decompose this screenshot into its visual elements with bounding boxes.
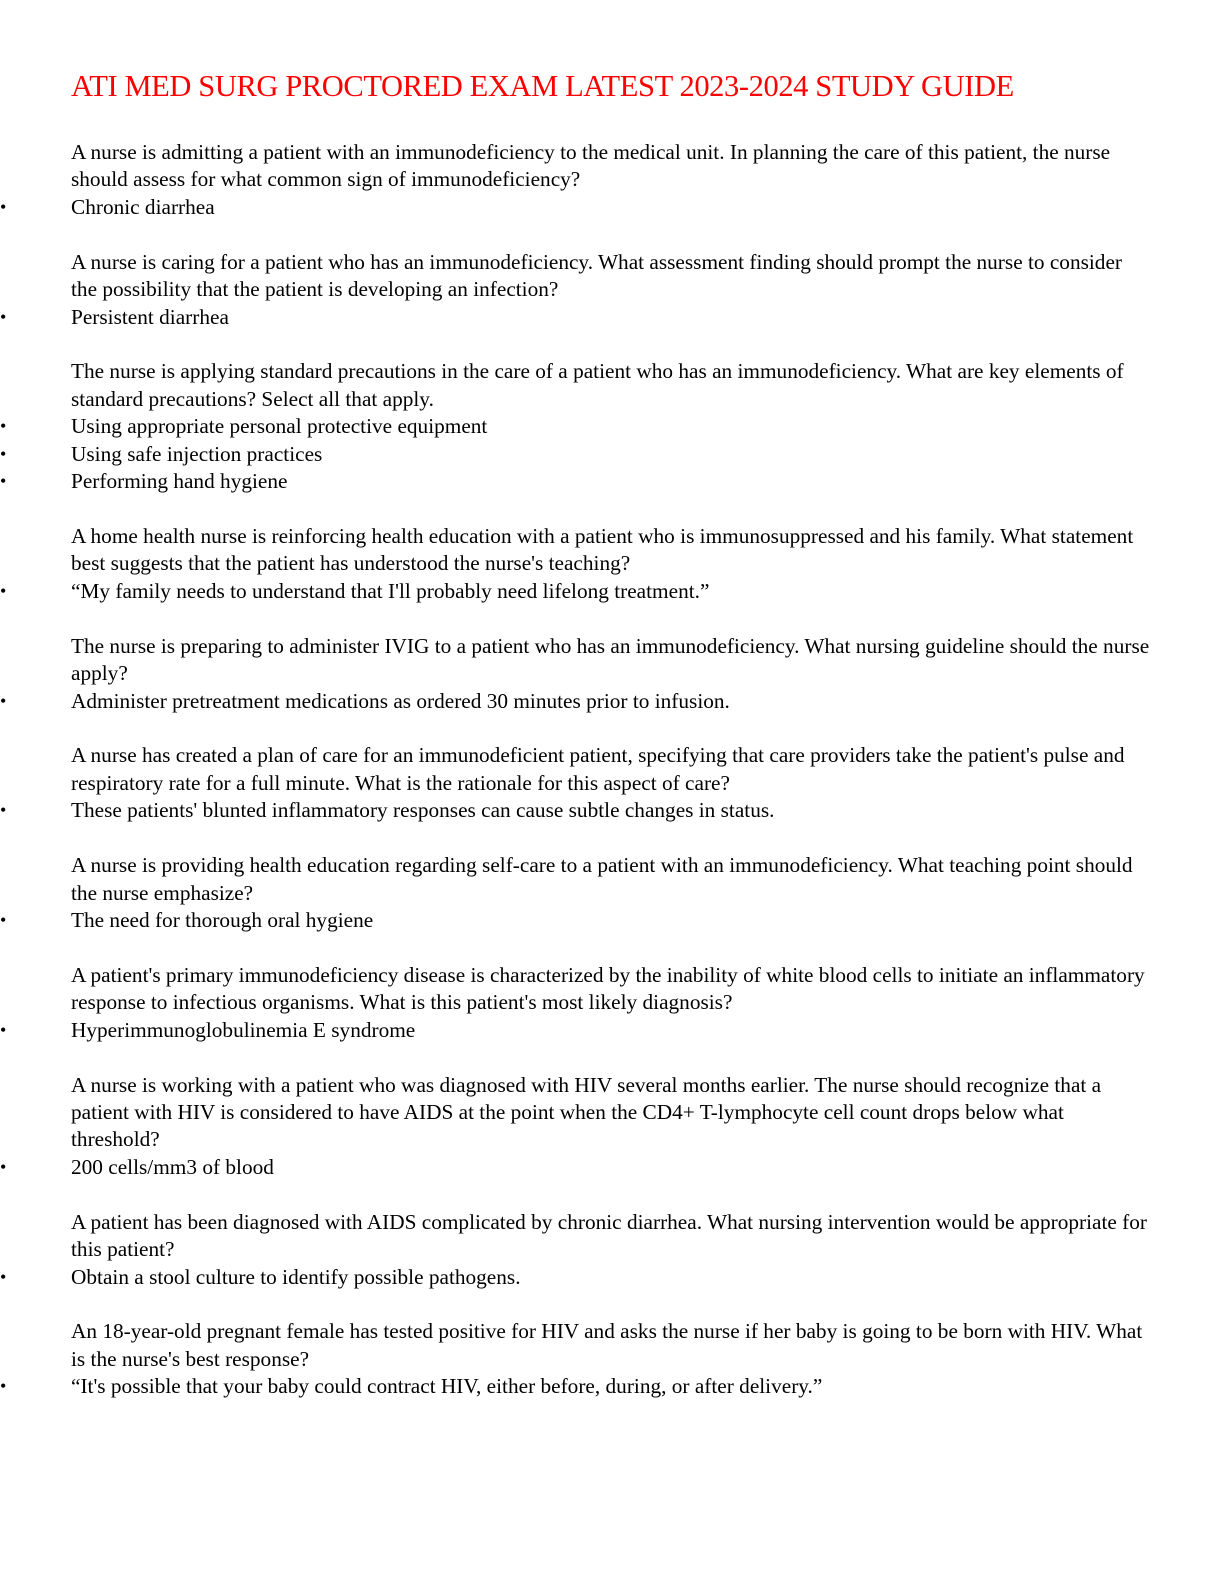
question-text: A nurse is providing health education regarding self-care to a patient with an immunodeficiency. What teaching point should the nurse emphasize? xyxy=(71,853,1133,905)
question-block xyxy=(0,633,1224,715)
answer-item xyxy=(0,797,1224,824)
question-block xyxy=(0,742,1224,824)
answer-item xyxy=(0,413,1224,440)
answer-text: Hyperimmunoglobulinemia E syndrome xyxy=(71,1017,416,1042)
question-block xyxy=(0,139,1224,221)
bullet-icon: • xyxy=(0,1376,7,1397)
answer-text: Obtain a stool culture to identify possible pathogens. xyxy=(71,1264,521,1289)
question-text: A nurse is working with a patient who was diagnosed with HIV several months earlier. The nurse should recognize that a patient with HIV is considered to have AIDS at the point when the CD4+ T-lymphocyte cell count drops below what threshold? xyxy=(71,1072,1102,1152)
bullet-icon: • xyxy=(0,196,7,217)
bullet-icon: • xyxy=(0,443,7,464)
answer-item xyxy=(0,1017,1224,1044)
question-block xyxy=(0,1209,1224,1291)
answer-item xyxy=(0,468,1224,495)
bullet-icon: • xyxy=(0,1156,7,1177)
bullet-icon: • xyxy=(0,909,7,930)
question-block xyxy=(0,1072,1224,1182)
answer-text: Administer pretreatment medications as ordered 30 minutes prior to infusion. xyxy=(71,688,730,713)
answer-item xyxy=(0,1373,1224,1400)
answer-text: Persistent diarrhea xyxy=(71,304,229,329)
answer-item xyxy=(0,304,1224,331)
answer-text: “It's possible that your baby could contract HIV, either before, during, or after delivery.” xyxy=(71,1374,823,1399)
answer-text: These patients' blunted inflammatory responses can cause subtle changes in status. xyxy=(71,798,775,823)
answer-item xyxy=(0,688,1224,715)
question-block xyxy=(0,358,1224,495)
bullet-icon: • xyxy=(0,1019,7,1040)
question-block xyxy=(0,962,1224,1044)
answer-text: Performing hand hygiene xyxy=(71,469,288,494)
question-block xyxy=(0,1318,1224,1400)
answer-item xyxy=(0,194,1224,221)
bullet-icon: • xyxy=(0,306,7,327)
bullet-icon: • xyxy=(0,1266,7,1287)
answer-item xyxy=(0,578,1224,605)
bullet-icon: • xyxy=(0,416,7,437)
question-text: A patient has been diagnosed with AIDS complicated by chronic diarrhea. What nursing intervention would be appropriate for this patient? xyxy=(71,1209,1147,1262)
document-title: ATI MED SURG PROCTORED EXAM LATEST 2023-2024 STUDY GUIDE xyxy=(71,69,1014,103)
question-text: The nurse is applying standard precautions in the care of a patient who has an immunodeficiency. What are key elements of standard precautions? Select all that apply. xyxy=(71,359,1124,411)
bullet-icon: • xyxy=(0,800,7,821)
bullet-icon: • xyxy=(0,580,7,601)
question-text: An 18-year-old pregnant female has tested positive for HIV and asks the nurse if her baby is going to be born with HIV. What is the nurse's best response? xyxy=(71,1319,1143,1371)
question-text: The nurse is preparing to administer IVIG to a patient who has an immunodeficiency. What nursing guideline should the nurse apply? xyxy=(71,633,1150,686)
answer-item xyxy=(0,441,1224,468)
question-text: A nurse has created a plan of care for an immunodeficient patient, specifying that care providers take the patient's pulse and respiratory rate for a full minute. What is the rationale for this aspect of care? xyxy=(71,743,1125,795)
question-block xyxy=(0,523,1224,605)
answer-text: Using safe injection practices xyxy=(71,441,323,466)
answer-item xyxy=(0,907,1224,934)
answer-text: “My family needs to understand that I'll probably need lifelong treatment.” xyxy=(71,578,710,603)
answer-text: 200 cells/mm3 of blood xyxy=(71,1154,274,1179)
question-block xyxy=(0,249,1224,331)
answer-item xyxy=(0,1264,1224,1291)
answer-text: The need for thorough oral hygiene xyxy=(71,907,374,932)
answer-item xyxy=(0,1154,1224,1181)
answer-text: Chronic diarrhea xyxy=(71,194,215,219)
question-text: A nurse is caring for a patient who has an immunodeficiency. What assessment finding should prompt the nurse to consider the possibility that the patient is developing an infection? xyxy=(71,249,1123,302)
question-text: A home health nurse is reinforcing health education with a patient who is immunosuppressed and his family. What statement best suggests that the patient has understood the nurse's teaching? xyxy=(71,523,1134,576)
answer-text: Using appropriate personal protective equipment xyxy=(71,414,488,439)
question-block xyxy=(0,852,1224,934)
bullet-icon: • xyxy=(0,690,7,711)
question-text: A nurse is admitting a patient with an immunodeficiency to the medical unit. In planning the care of this patient, the nurse should assess for what common sign of immunodeficiency? xyxy=(71,140,1111,192)
bullet-icon: • xyxy=(0,471,7,492)
question-text: A patient's primary immunodeficiency disease is characterized by the inability of white blood cells to initiate an inflammatory response to infectious organisms. What is this patient's most likely diagnosis? xyxy=(71,962,1145,1015)
question-list xyxy=(0,139,1224,1428)
